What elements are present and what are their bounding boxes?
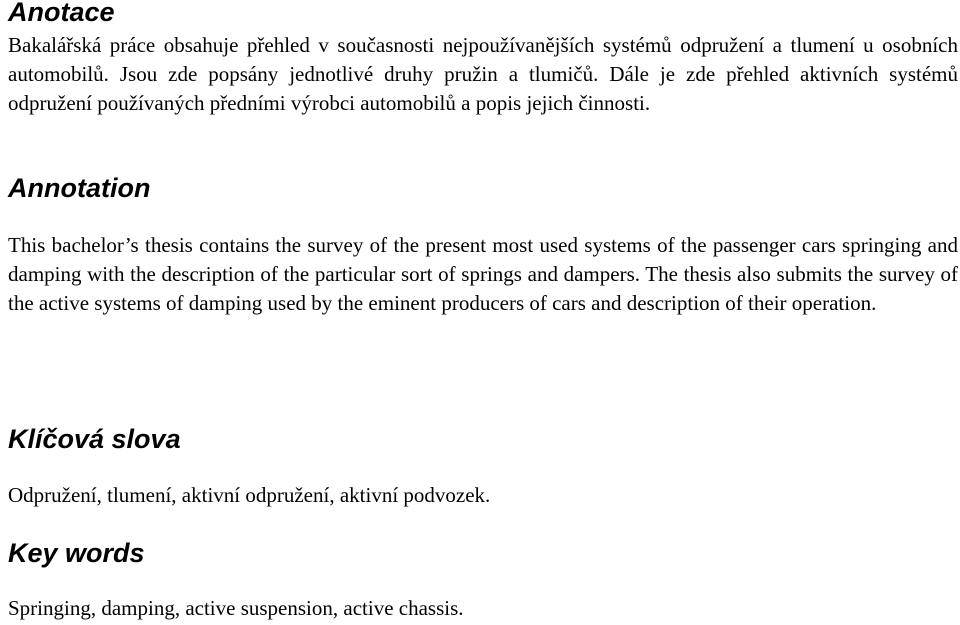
annotation-paragraph: This bachelor’s thesis contains the survey of the present most used systems of the passenger cars springing and damping with the description of the particular sort of springs and dampers. The thesis also submits the survey of the active systems of damping used by the eminent producers of cars and description of their operation. [8,233,958,315]
anotace-paragraph: Bakalářská práce obsahuje přehled v současnosti nejpoužívanějších systémů odpružení a tlumení u osobních automobilů. Jsou zde popsány jednotlivé druhy pružin a tlumičů. Dále je zde přehled aktivních systémů odpružení používaných předními výrobci automobilů a popis jejich činnosti. [8,33,958,115]
klicova-slova-text: Odpružení, tlumení, aktivní odpružení, aktivní podvozek. [8,483,491,507]
anotace-heading: Anotace [8,0,115,27]
klicova-slova-heading: Klíčová slova [8,424,181,454]
annotation-heading: Annotation [8,173,151,203]
key-words-text: Springing, damping, active suspension, active chassis. [8,596,464,620]
key-words-heading: Key words [8,538,145,568]
